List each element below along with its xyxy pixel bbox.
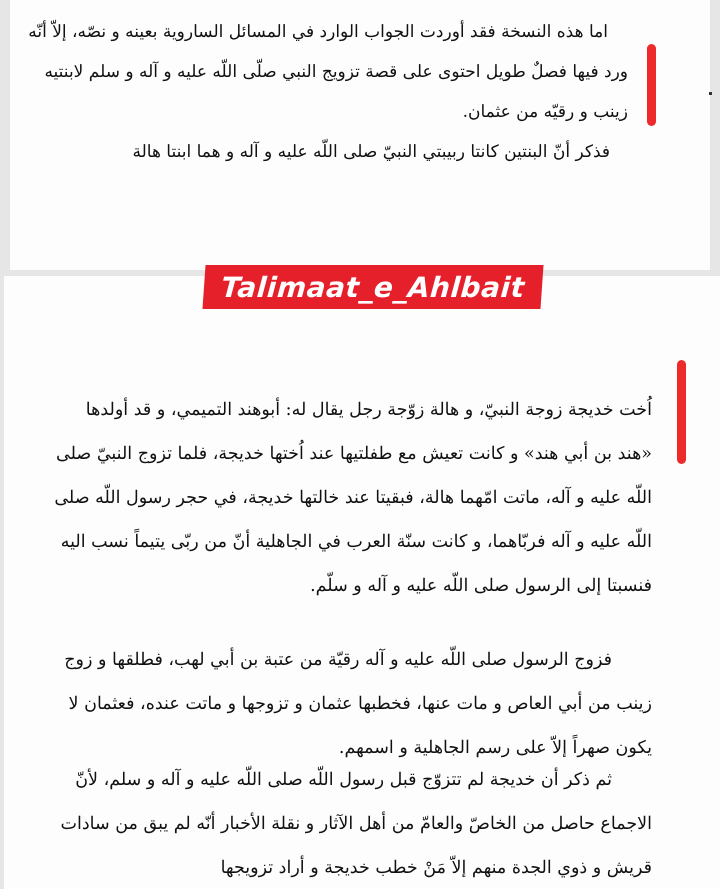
red-highlight-mark [677, 360, 686, 464]
paragraph: فزوج الرسول صلى اللّه عليه و آله رقيّة من عتبة بن أبي لهب، فطلقها و زوج زينب من أبي العاص و مات عنها، فخطبها عثمان و تزوجها و ماتت عنده، فعثمان لا يكون صهراً إلاّ على رسم الجاهلية و اسمهم. [58, 650, 652, 758]
document-page-top [10, 0, 710, 270]
paragraph: فذكر أنّ البنتين كانتا ربيبتي النبيّ صلى اللّه عليه و آله و هما ابنتا هالة [132, 142, 610, 162]
watermark-label: Talimaat_e_Ahlbait [202, 265, 543, 309]
paragraph: اُخت خديجة زوجة النبيّ، و هالة زوّجة رجل يقال له: أبوهند التميمي، و قد أولدها «هند بن أبي هند» و كانت تعيش مع طفلتيها عند اُختها خديجة، فلما تزوج النبيّ صلى اللّه عليه و آله، ماتت امّهما هالة، فبقيتا عند خالتها خديجة، في حجر رسول اللّه صلى اللّه عليه و آله فربّاهما، و كانت سنّة العرب في الجاهلية أنّ من ربّى يتيماً نسب اليه فنسبتا إلى الرسول صلى اللّه عليه و آله و سلّم. [48, 400, 652, 596]
paragraph: ثم ذكر أن خديجة لم تتزوّج قبل رسول اللّه صلى اللّه عليه و آله و سلم، لأنّ الاجماع حاصل من الخاصّ والعامّ من أهل الآثار و نقلة الأخبار أنّه لم يبق من سادات قريش و ذوي الجدة منهم إلاّ مَنْ خطب خديجة و أراد تزويجها [54, 770, 652, 878]
margin-dot [709, 92, 712, 95]
paragraph: اما هذه النسخة فقد أوردت الجواب الوارد في المسائل الساروية بعينه و نصّه، إلاّ أنّه ورد فيها فصلٌ طويل احتوى على قصة تزويج النبي صلّى اللّه عليه و آله و سلم لابنتيه زينب و رقيّه من عثمان. [22, 22, 628, 122]
red-highlight-mark [647, 44, 656, 126]
document-page-bottom [4, 276, 720, 889]
